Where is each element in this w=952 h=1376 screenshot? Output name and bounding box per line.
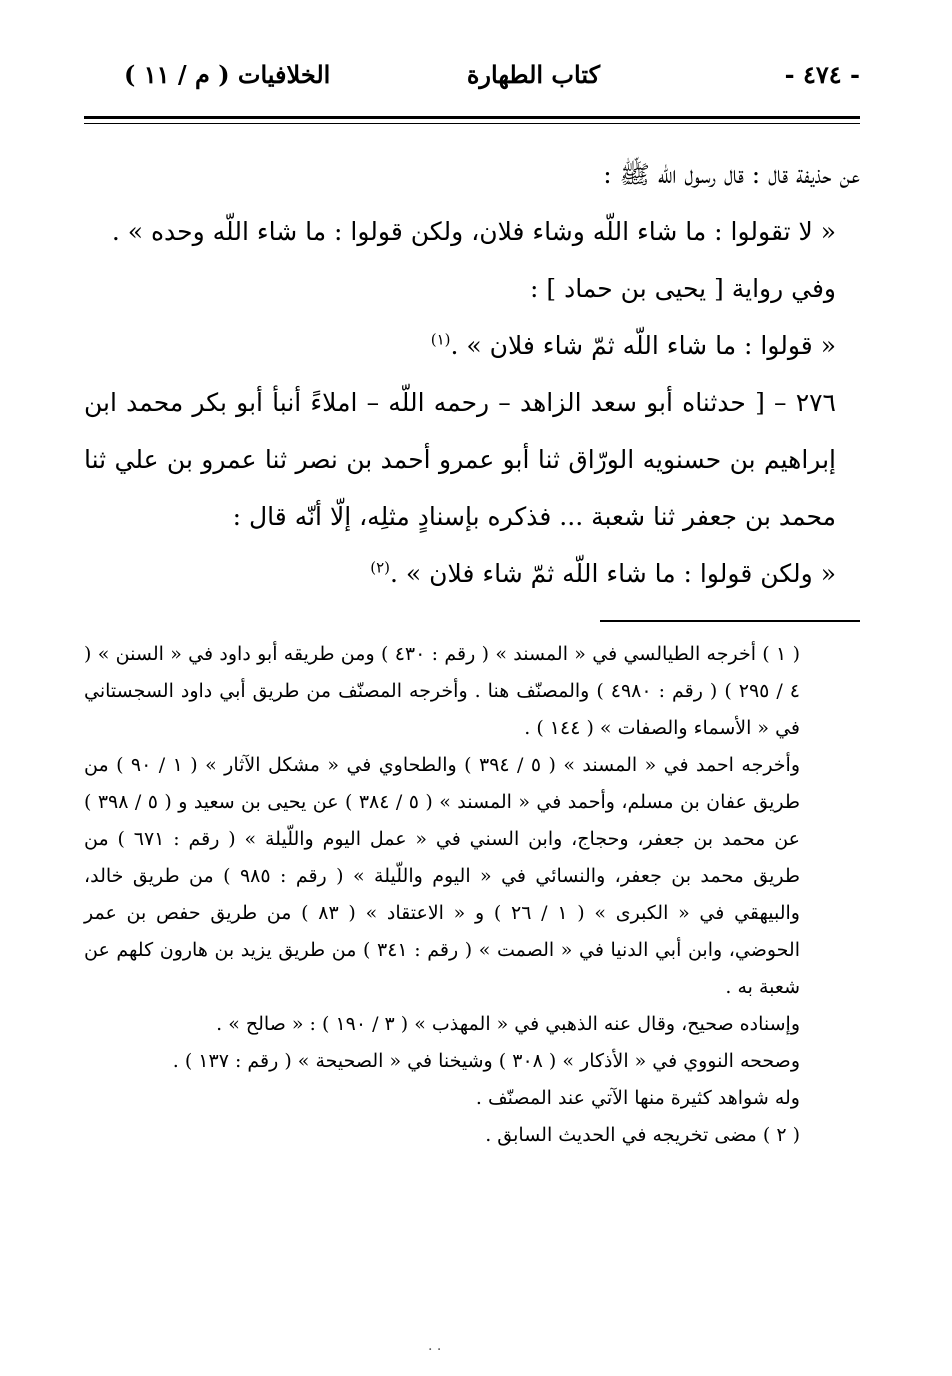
main-paragraph xyxy=(84,374,860,545)
main-paragraph xyxy=(84,203,860,260)
paragraph-text: « لا تقولوا : ما شاء اللّه وشاء فلان، ولكن قولوا : ما شاء اللّه وحده » . xyxy=(111,217,836,246)
footnote-paragraph: وله شواهد كثيرة منها الآتي عند المصنّف . xyxy=(475,1087,800,1109)
header-rule xyxy=(84,116,860,124)
footnotes xyxy=(84,636,860,1154)
footnote-marker: (٢) xyxy=(370,558,391,577)
footnote-paragraph: ( ٢ ) مضى تخريجه في الحديث السابق . xyxy=(485,1124,800,1146)
running-header xyxy=(84,50,860,98)
main-text xyxy=(84,146,860,602)
footnote-marker: (١) xyxy=(430,330,451,349)
signature-mark: الخلافيات ( م / ١١ ) xyxy=(124,60,331,89)
paragraph-text: « ولكن قولوا : ما شاء اللّه ثمّ شاء فلان » . xyxy=(390,559,836,588)
footnote-paragraph: وأخرجه احمد في « المسند » ( ٥ / ٣٩٤ ) والطحاوي في « مشكل الآثار » ( ١ / ٩٠ ) من طريق عفان بن مسلم، وأحمد في « المسند » ( ٥ / ٣٨٤ ) عن يحيى بن سعيد و ( ٥ / ٣٩٨ ) عن محمد بن جعفر، وحجاج، وابن السني في « عمل اليوم واللّيلة » ( رقم : ٦٧١ ) من طريق محمد بن جعفر، والنسائي في « اليوم واللّيلة » ( رقم : ٩٨٥ ) من طريق خالد، والبيهقي في « الكبرى » ( ١ / ٢٦ ) و « الاعتقاد » ( ٨٣ ) من طريق حفص بن عمر الحوضي، وابن أبي الدنيا في « الصمت » ( رقم : ٣٤١ ) من طريق يزيد بن هارون كلهم عن شعبة به . xyxy=(84,754,801,998)
main-paragraph xyxy=(84,545,860,602)
paragraph-text: ٢٧٦ – [ حدثناه أبو سعد الزاهد – رحمه اللّه – املاءً أنبأ أبو بكر محمد ابن إبراهيم بن حسنويه الورّاق ثنا أبو عمرو أحمد بن نصر ثنا عمرو بن علي ثنا محمد بن جعفر ثنا شعبة ... فذكره بإسنادٍ مثلِه، إلّا أنّه قال : xyxy=(84,388,836,531)
footnote-paragraph: وإسناده صحيح، وقال عنه الذهبي في « المهذب » ( ٣ / ١٩٠ ) : « صالح » . xyxy=(216,1013,800,1035)
book-page xyxy=(84,50,860,1154)
paragraph-text: عن حذيفة قال : قال رسول الله ﷺ : xyxy=(603,160,860,189)
footnote-rule xyxy=(600,620,860,622)
main-paragraph xyxy=(84,146,860,203)
book-title: كتاب الطهارة xyxy=(466,60,600,89)
page-number: - ٤٧٤ - xyxy=(784,60,860,89)
main-paragraph xyxy=(84,260,860,317)
paragraph-text: « قولوا : ما شاء اللّه ثمّ شاء فلان » . xyxy=(450,331,836,360)
main-paragraph xyxy=(84,317,860,374)
paragraph-text: وفي رواية [ يحيى بن حماد ] : xyxy=(530,274,836,303)
page-mark: . . xyxy=(428,1338,442,1354)
footnote-paragraph: ( ١ ) أخرجه الطيالسي في « المسند » ( رقم : ٤٣٠ ) ومن طريقه أبو داود في « السنن » ( ٤ / ٢٩٥ ) ( رقم : ٤٩٨٠ ) والمصنّف هنا . وأخرجه المصنّف من طريق أبي داود السجستاني في « الأسماء والصفات » ( ١٤٤ ) . xyxy=(84,643,801,739)
footnote-paragraph: وصححه النووي في « الأذكار » ( ٣٠٨ ) وشيخنا في « الصحيحة » ( رقم : ١٣٧ ) . xyxy=(172,1050,800,1072)
